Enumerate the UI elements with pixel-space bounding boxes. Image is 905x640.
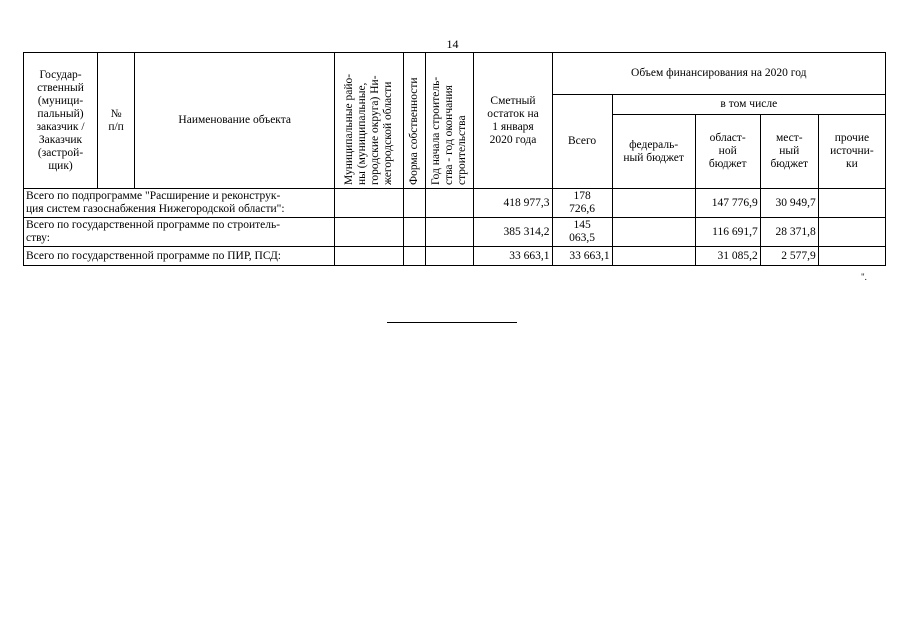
col-including: в том числе [612, 95, 885, 115]
cell-total: 145 063,5 [552, 218, 612, 247]
col-customer: Государ- ственный (муници- пальный) заказчик / Заказчик (застрой- щик) [24, 53, 98, 189]
cell-federal [612, 218, 695, 247]
cell-other [818, 247, 885, 266]
col-federal: федераль- ный бюджет [612, 115, 695, 189]
row-label: Всего по государственной программе по строитель- ству: [24, 218, 335, 247]
cell-years [426, 189, 474, 218]
cell-ownership [404, 247, 426, 266]
cell-ownership [404, 189, 426, 218]
col-ownership [404, 53, 426, 189]
row-label: Всего по подпрограмме "Расширение и реконструк- ция систем газоснабжения Нижегородской области": [24, 189, 335, 218]
cell-municipal [335, 189, 404, 218]
cell-estimated-balance: 33 663,1 [474, 247, 552, 266]
cell-federal [612, 189, 695, 218]
cell-municipal [335, 247, 404, 266]
table-row [24, 218, 886, 247]
col-municipal [335, 53, 404, 189]
cell-years [426, 247, 474, 266]
closing-quote-mark: ". [861, 272, 867, 282]
cell-years [426, 218, 474, 247]
cell-regional: 31 085,2 [695, 247, 760, 266]
separator-line [387, 322, 517, 323]
col-number: № п/п [98, 53, 135, 189]
col-total: Всего [552, 95, 612, 189]
cell-municipal [335, 218, 404, 247]
cell-local: 30 949,7 [760, 189, 818, 218]
col-local: мест- ный бюджет [760, 115, 818, 189]
col-ownership-text: Форма собственности [408, 76, 421, 185]
col-other: прочие источни- ки [818, 115, 885, 189]
col-years-text: Год начала строитель- ства - год окончания строительства [430, 76, 469, 185]
col-municipal-text: Муниципальные райо- ны (муниципальные, городские округа) Ни- жегородской области [343, 73, 395, 185]
cell-local: 2 577,9 [760, 247, 818, 266]
cell-local: 28 371,8 [760, 218, 818, 247]
page-number: 14 [446, 37, 459, 51]
col-object-name: Наименование объекта [135, 53, 335, 189]
cell-ownership [404, 218, 426, 247]
cell-regional: 147 776,9 [695, 189, 760, 218]
row-label: Всего по государственной программе по ПИР, ПСД: [24, 247, 335, 266]
col-years [426, 53, 474, 189]
cell-regional: 116 691,7 [695, 218, 760, 247]
cell-total: 33 663,1 [552, 247, 612, 266]
cell-other [818, 189, 885, 218]
cell-total: 178 726,6 [552, 189, 612, 218]
cell-federal [612, 247, 695, 266]
col-regional: област- ной бюджет [695, 115, 760, 189]
col-financing-volume: Объем финансирования на 2020 год [552, 53, 885, 95]
cell-estimated-balance: 385 314,2 [474, 218, 552, 247]
col-estimated-balance: Сметный остаток на 1 января 2020 года [474, 53, 552, 189]
cell-estimated-balance: 418 977,3 [474, 189, 552, 218]
financing-table [23, 52, 886, 266]
table-row [24, 189, 886, 218]
table-row [24, 247, 886, 266]
cell-other [818, 218, 885, 247]
